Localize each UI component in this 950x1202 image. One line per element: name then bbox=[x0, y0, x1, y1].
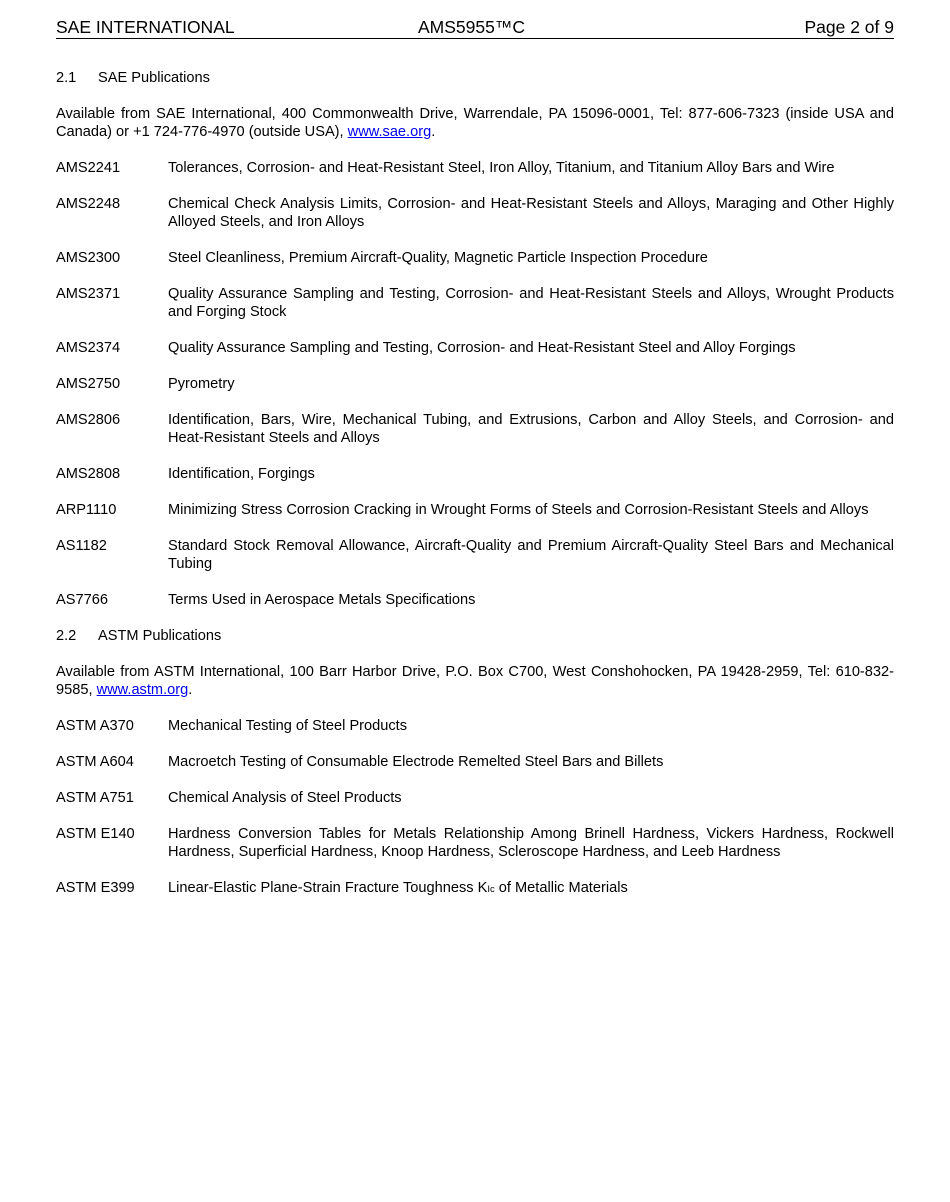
reference-title: Macroetch Testing of Consumable Electrode Remelted Steel Bars and Billets bbox=[168, 754, 664, 770]
reference-code: AMS2241 bbox=[56, 160, 121, 176]
header-page-number: Page 2 of 9 bbox=[804, 17, 894, 37]
reference-item bbox=[56, 717, 894, 735]
reference-item bbox=[56, 465, 894, 483]
availability-text: Available from SAE International, 400 Commonwealth Drive, Warrendale, PA 15096-0001, Tel: 877-606-7323 (inside USA and Canada) or +1 724-776-4970 (outside USA), bbox=[56, 106, 894, 140]
section-heading-astm bbox=[56, 627, 894, 645]
reference-title bbox=[168, 879, 894, 899]
astm-reference-list bbox=[56, 717, 894, 861]
reference-title: Quality Assurance Sampling and Testing, Corrosion- and Heat-Resistant Steel and Alloy Forgings bbox=[168, 340, 796, 356]
reference-code: ASTM E140 bbox=[56, 826, 135, 842]
reference-item bbox=[56, 411, 894, 447]
reference-item bbox=[56, 195, 894, 231]
reference-title: Chemical Check Analysis Limits, Corrosion- and Heat-Resistant Steels and Alloys, Maraging and Other Highly Alloyed Steels, and Iron Alloys bbox=[168, 196, 894, 230]
astm-availability-paragraph bbox=[56, 663, 894, 699]
page-content bbox=[56, 69, 894, 917]
reference-title: Identification, Forgings bbox=[168, 466, 315, 482]
reference-code: ASTM A370 bbox=[56, 718, 134, 734]
section-number: 2.2 bbox=[56, 628, 77, 644]
section-number: 2.1 bbox=[56, 70, 77, 86]
reference-item bbox=[56, 375, 894, 393]
reference-title-text: Linear-Elastic Plane-Strain Fracture Toughness K bbox=[168, 880, 488, 896]
header-organization: SAE INTERNATIONAL bbox=[56, 17, 235, 37]
reference-item bbox=[56, 753, 894, 771]
reference-title: Minimizing Stress Corrosion Cracking in Wrought Forms of Steels and Corrosion-Resistant Steels and Alloys bbox=[168, 502, 869, 518]
reference-title: Hardness Conversion Tables for Metals Relationship Among Brinell Hardness, Vickers Hardness, Rockwell Hardness, Superficial Hardness, Knoop Hardness, Scleroscope Hardness, and Leeb Hardness bbox=[168, 826, 894, 860]
reference-title: Steel Cleanliness, Premium Aircraft-Quality, Magnetic Particle Inspection Procedure bbox=[168, 250, 708, 266]
sae-website-link[interactable]: www.sae.org bbox=[347, 124, 432, 140]
reference-code: AS7766 bbox=[56, 592, 108, 608]
astm-website-link[interactable]: www.astm.org bbox=[96, 682, 189, 698]
page-header bbox=[56, 17, 894, 39]
section-heading-sae bbox=[56, 69, 894, 87]
sae-reference-list bbox=[56, 159, 894, 609]
reference-code: AMS2750 bbox=[56, 376, 121, 392]
reference-title: Mechanical Testing of Steel Products bbox=[168, 718, 408, 734]
reference-item bbox=[56, 249, 894, 267]
header-document-number: AMS5955™C bbox=[418, 17, 525, 37]
availability-punctuation: . bbox=[188, 682, 193, 698]
section-title: SAE Publications bbox=[98, 70, 210, 86]
reference-code: ASTM A604 bbox=[56, 754, 134, 770]
reference-title: Tolerances, Corrosion- and Heat-Resistant Steel, Iron Alloy, Titanium, and Titanium Alloy Bars and Wire bbox=[168, 160, 835, 176]
reference-item bbox=[56, 159, 894, 177]
reference-item bbox=[56, 339, 894, 357]
reference-code: AMS2374 bbox=[56, 340, 121, 356]
reference-item bbox=[56, 285, 894, 321]
reference-title: Chemical Analysis of Steel Products bbox=[168, 790, 402, 806]
reference-code: AS1182 bbox=[56, 538, 107, 554]
reference-code: ARP1110 bbox=[56, 502, 117, 518]
reference-item bbox=[56, 501, 894, 519]
reference-title: Pyrometry bbox=[168, 376, 235, 392]
reference-item bbox=[56, 789, 894, 807]
availability-text: Available from ASTM International, 100 Barr Harbor Drive, P.O. Box C700, West Conshohocken, PA 19428-2959, Tel: 610-832-9585, bbox=[56, 664, 894, 698]
reference-item bbox=[56, 537, 894, 573]
reference-code: AMS2806 bbox=[56, 412, 121, 428]
reference-title: Quality Assurance Sampling and Testing, Corrosion- and Heat-Resistant Steels and Alloys, Wrought Products and Forging Stock bbox=[168, 286, 894, 320]
reference-code: ASTM A751 bbox=[56, 790, 134, 806]
reference-code: AMS2808 bbox=[56, 466, 121, 482]
reference-title-text: of Metallic Materials bbox=[494, 880, 628, 896]
reference-title: Identification, Bars, Wire, Mechanical Tubing, and Extrusions, Carbon and Alloy Steels, and Corrosion- and Heat-Resistant Steels and Alloys bbox=[168, 412, 894, 446]
reference-code: AMS2248 bbox=[56, 196, 121, 212]
reference-code: AMS2371 bbox=[56, 286, 121, 302]
reference-code: ASTM E399 bbox=[56, 880, 135, 896]
sae-availability-paragraph bbox=[56, 105, 894, 141]
section-title: ASTM Publications bbox=[98, 628, 222, 644]
availability-punctuation: . bbox=[431, 124, 436, 140]
reference-item bbox=[56, 879, 894, 899]
reference-code: AMS2300 bbox=[56, 250, 121, 266]
reference-item bbox=[56, 591, 894, 609]
reference-title: Terms Used in Aerospace Metals Specifications bbox=[168, 592, 476, 608]
kic-subscript: Ic bbox=[487, 884, 495, 895]
reference-item bbox=[56, 825, 894, 861]
reference-title: Standard Stock Removal Allowance, Aircraft-Quality and Premium Aircraft-Quality Steel Bars and Mechanical Tubing bbox=[168, 538, 894, 572]
